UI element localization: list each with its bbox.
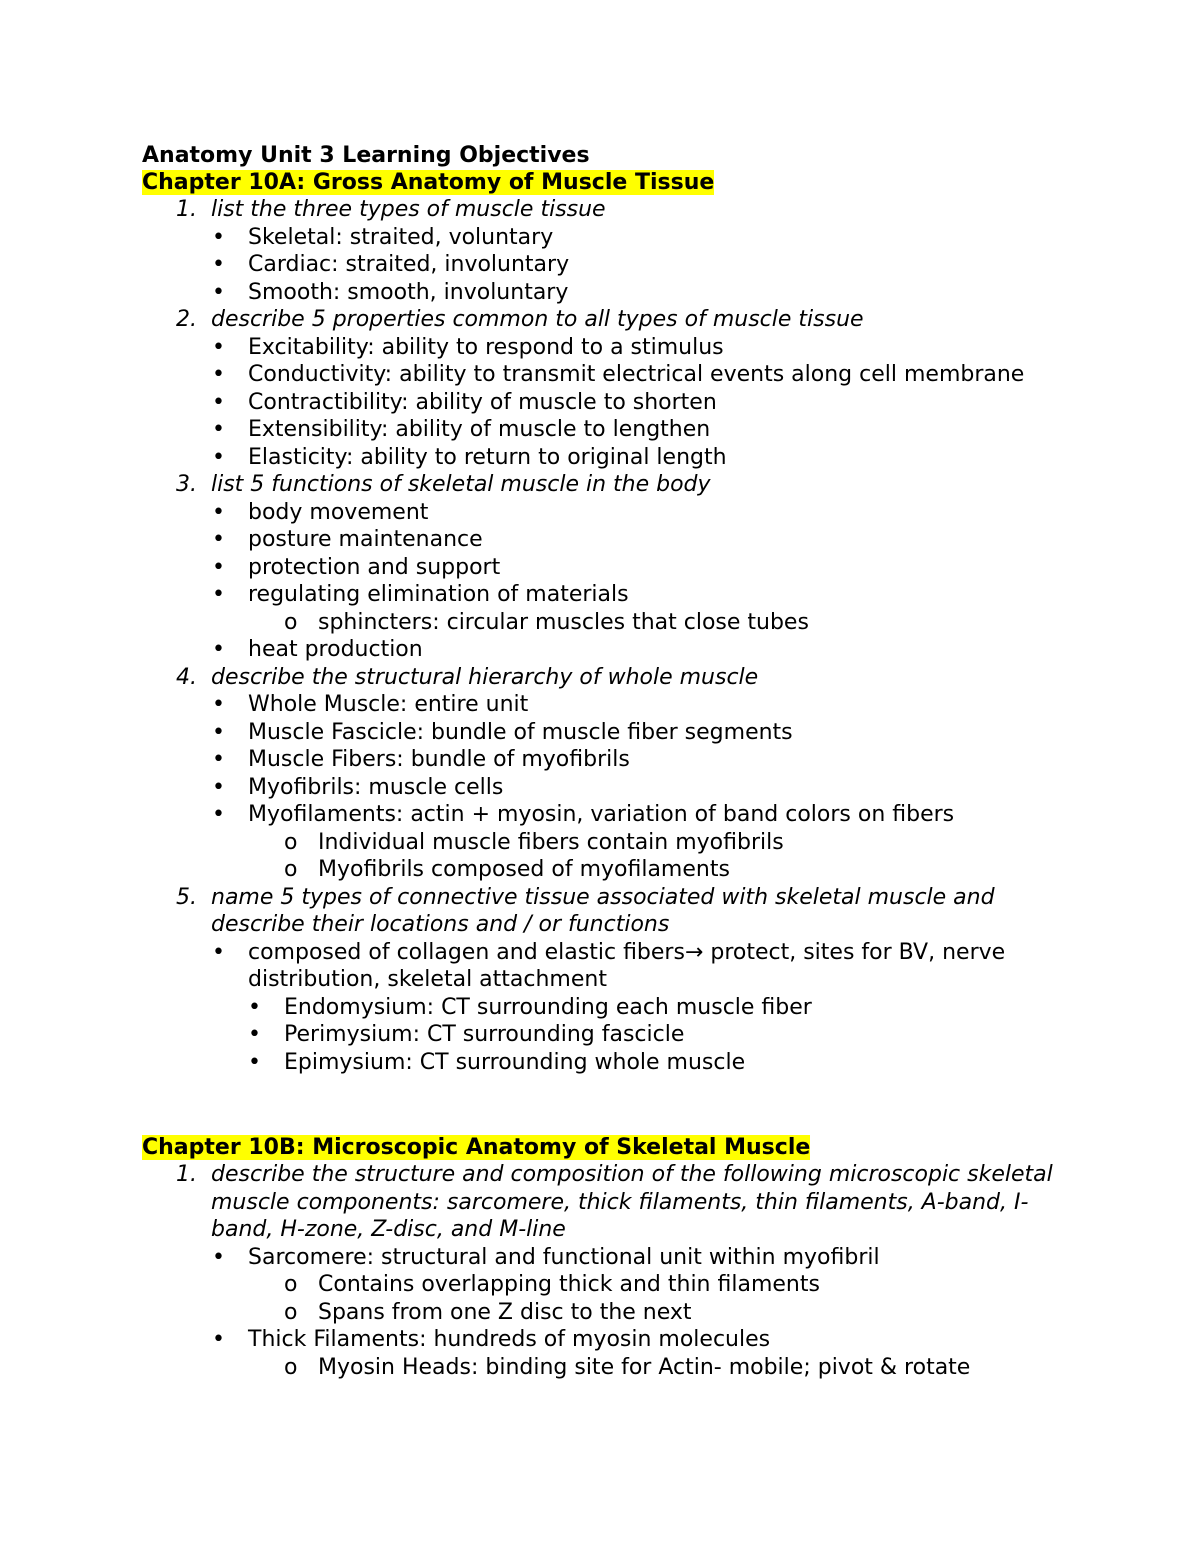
objective-number: 3. [176,472,197,497]
item-text: name 5 types of connective tissue associated with skeletal muscle and describe their locations and / or functions [211,884,995,937]
sub-bullet-item [0,1354,1098,1382]
bullet-item [0,1244,1028,1272]
item-text: Conductivity: ability to transmit electrical events along cell membrane [248,362,1025,387]
learning-objective [0,471,1071,499]
sub-bullet-item [0,1299,1098,1327]
learning-objective [0,664,1071,692]
bullet-item [0,416,1028,444]
item-text: composed of collagen and elastic fibers→ protect, sites for BV, nerve distribution, skeletal attachment [248,939,1006,992]
bullet-item [0,526,1028,554]
bullet-item [0,499,1028,527]
chapter-10b-heading [142,1134,810,1161]
bullet-item [0,389,1028,417]
item-text: posture maintenance [248,527,483,552]
learning-objective [0,196,1071,224]
item-text: Muscle Fibers: bundle of myofibrils [248,747,630,772]
chapter-10b-heading-text: Chapter 10B: Microscopic Anatomy of Skeletal Muscle [142,1135,811,1160]
objective-number: 2. [176,307,197,332]
item-text: Myofilaments: actin + myosin, variation of band colors on fibers [248,802,955,827]
item-text: heat production [248,637,423,662]
bullet-item [0,939,1028,994]
item-text: Excitability: ability to respond to a stimulus [248,334,724,360]
item-text: list 5 functions of skeletal muscle in the body [211,472,711,497]
learning-objective [0,884,1071,939]
item-text: Extensibility: ability of muscle to lengthen [248,417,711,442]
document-title: Anatomy Unit 3 Learning Objectives [142,143,590,168]
chapter-10b-objectives [0,1161,1200,1381]
chapter-10a-heading-text: Chapter 10A: Gross Anatomy of Muscle Tissue [142,170,715,195]
item-text: Myofibrils composed of myofilaments [318,857,730,882]
item-text: Endomysium: CT surrounding each muscle fiber [284,994,812,1020]
learning-objective [0,306,1071,334]
item-text: Myosin Heads: binding site for Actin- mobile; pivot & rotate [318,1354,971,1380]
item-text: describe the structural hierarchy of whole muscle [211,664,759,690]
bullet-item [0,444,1028,472]
item-text: Perimysium: CT surrounding fascicle [284,1022,685,1047]
bullet-item [0,251,1028,279]
bullet-item [0,361,1028,389]
item-text: Smooth: smooth, involuntary [248,279,569,305]
item-text: Elasticity: ability to return to original length [248,444,727,470]
item-text: protection and support [248,554,501,580]
item-text: Sarcomere: structural and functional unit within myofibril [248,1244,880,1270]
item-text: describe 5 properties common to all types of muscle tissue [211,307,864,332]
chapter-10a-objectives [0,196,1200,1076]
bullet-item [0,636,1028,664]
objective-number: 4. [176,664,197,690]
item-text: list the three types of muscle tissue [211,197,606,222]
item-text: Thick Filaments: hundreds of myosin molecules [248,1327,771,1352]
sub-bullet-item [0,609,1098,637]
item-text: Myofibrils: muscle cells [248,774,504,800]
sub-bullet-item [0,829,1098,857]
bullet-item [0,1021,1064,1049]
bullet-item [0,774,1028,802]
item-text: regulating elimination of materials [248,582,629,607]
item-text: sphincters: circular muscles that close tubes [318,609,809,635]
bullet-item [0,1326,1028,1354]
objective-number: 5. [176,884,197,910]
bullet-item [0,719,1028,747]
item-text: Contains overlapping thick and thin filaments [318,1272,820,1297]
bullet-item [0,554,1028,582]
objective-number: 1. [176,197,197,222]
item-text: Spans from one Z disc to the next [318,1299,692,1325]
chapter-10a-heading [142,169,714,196]
learning-objective [0,1161,1071,1244]
item-text: Cardiac: straited, involuntary [248,252,570,277]
sub-bullet-item [0,1271,1098,1299]
objective-number: 1. [176,1162,197,1187]
item-text: Whole Muscle: entire unit [248,692,529,717]
item-text: Epimysium: CT surrounding whole muscle [284,1049,746,1075]
bullet-item [0,801,1028,829]
item-text: Individual muscle fibers contain myofibrils [318,829,784,855]
bullet-item [0,994,1064,1022]
bullet-item [0,581,1028,609]
bullet-item [0,334,1028,362]
bullet-item [0,1049,1064,1077]
bullet-item [0,746,1028,774]
item-text: describe the structure and composition of the following microscopic skeletal muscle components: sarcomere, thick filaments, thin filaments, A-band, I-band, H-zone, Z-disc, and M-line [211,1162,1053,1242]
bullet-item [0,279,1028,307]
item-text: Muscle Fascicle: bundle of muscle fiber segments [248,719,793,745]
sub-bullet-item [0,856,1098,884]
item-text: Skeletal: straited, voluntary [248,224,554,250]
item-text: Contractibility: ability of muscle to shorten [248,389,717,415]
bullet-item [0,224,1028,252]
item-text: body movement [248,499,429,525]
bullet-item [0,691,1028,719]
